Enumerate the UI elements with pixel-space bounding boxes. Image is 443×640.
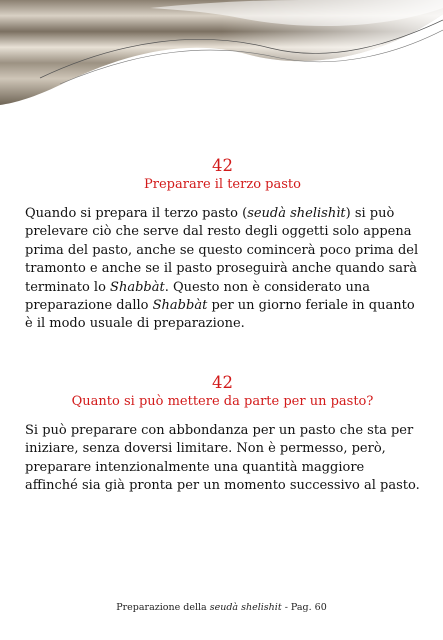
text-run: Preparazione della [116,602,210,613]
text-run: ) si può prelevare ciò che serve dal resto degli oggetti solo appena prima del pasto, anche se questo comincerà poco prima del tramonto e anche se il pasto proseguirà anche quando sarà terminato lo [25,206,419,295]
text-run: . Questo non è considerato una preparazione dallo [25,279,371,314]
section-paragraph [25,205,420,334]
text-run: per un giorno feriale in quanto è il modo usuale di preparazione. [25,298,415,332]
page-footer [0,602,443,613]
rule-section-2 [25,374,420,496]
text-run: - Pag. 60 [281,602,327,613]
italic-term: seudà shelishit [209,602,282,613]
section-heading: Preparare il terzo pasto [144,177,301,192]
text-run: Si può preparare con abbondanza per un pasto che sta per iniziare, senza doversi limitare. Non è permesso, però, preparare intenzionalmente una quantità maggiore affinché sia già pronta per un momento successivo al pasto. [25,423,420,494]
section-heading: Quanto si può mettere da parte per un pasto? [71,394,374,409]
rule-section-1 [25,157,420,334]
section-number: 42 [212,156,233,175]
section-number: 42 [212,373,233,392]
section-paragraph [25,422,420,496]
italic-term: Shabbàt [152,298,208,314]
text-run: Quando si prepara il terzo pasto ( [25,206,248,221]
decorative-wave-banner [0,0,443,110]
italic-term: seudà shelishìt [247,206,346,221]
italic-term: Shabbàt [110,279,165,295]
